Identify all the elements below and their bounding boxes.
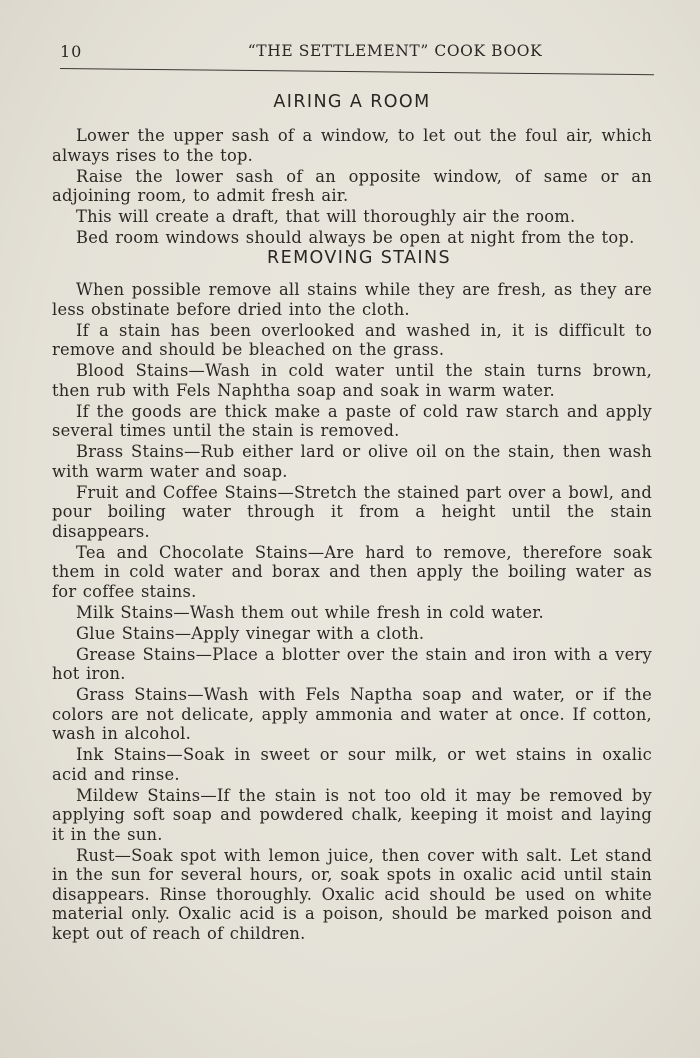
page-number: 10 xyxy=(60,42,83,61)
paragraph: Blood Stains—Wash in cold water until the stain turns brown, then rub with Fels Naphtha soap and soak in warm water. xyxy=(52,361,652,400)
section-heading: AIRING A ROOM xyxy=(273,92,431,112)
paragraph: Bed room windows should always be open at night from the top. xyxy=(76,228,635,247)
paragraph: Grease Stains—Place a blotter over the stain and iron with a very hot iron. xyxy=(52,644,652,683)
section-airing-a-room xyxy=(52,92,652,248)
paragraph: Grass Stains—Wash with Fels Naptha soap and water, or if the colors are not delicate, apply ammonia and water at once. If cotton, wash in alcohol. xyxy=(52,685,652,743)
paragraph: Mildew Stains—If the stain is not too old it may be removed by applying soft soap and powdered chalk, keeping it moist and laying it in the sun. xyxy=(52,785,652,844)
paragraph: Brass Stains—Rub either lard or olive oil on the stain, then wash with warm water and soap. xyxy=(52,442,652,481)
page-header xyxy=(60,42,652,64)
paragraph: Milk Stains—Wash them out while fresh in cold water. xyxy=(76,602,544,622)
paragraph: Glue Stains—Apply vinegar with a cloth. xyxy=(76,623,425,643)
header-rule xyxy=(60,68,654,75)
paragraph: This will create a draft, that will thoroughly air the room. xyxy=(76,207,576,226)
section-removing-stains xyxy=(52,248,652,943)
page-content xyxy=(52,92,652,945)
running-title: “THE SETTLEMENT” COOK BOOK xyxy=(247,42,543,60)
paragraph: If a stain has been overlooked and washed in, it is difficult to remove and should be bleached on the grass. xyxy=(52,320,652,359)
section-heading: REMOVING STAINS xyxy=(267,248,451,268)
paragraph: Rust—Soak spot with lemon juice, then cover with salt. Let stand in the sun for several hours, or, soak spots in oxalic acid until stain disappears. Rinse thoroughly. Oxalic acid should be used on white material only. Oxalic acid is a poison, should be marked poison and kept out of reach of children. xyxy=(52,845,652,943)
paragraph: Ink Stains—Soak in sweet or sour milk, or wet stains in oxalic acid and rinse. xyxy=(52,745,652,784)
paragraph: Lower the upper sash of a window, to let out the foul air, which always rises to the top. xyxy=(52,126,652,165)
paragraph: When possible remove all stains while they are fresh, as they are less obstinate before dried into the cloth. xyxy=(52,280,652,319)
paragraph: Tea and Chocolate Stains—Are hard to remove, therefore soak them in cold water and borax and then apply the boiling water as for coffee stains. xyxy=(52,542,652,601)
paragraph: Raise the lower sash of an opposite window, of same or an adjoining room, to admit fresh air. xyxy=(52,166,652,205)
paragraph: If the goods are thick make a paste of cold raw starch and apply several times until the stain is removed. xyxy=(52,401,652,440)
paragraph: Fruit and Coffee Stains—Stretch the stained part over a bowl, and pour boiling water through it from a height until the stain disappears. xyxy=(52,482,652,541)
